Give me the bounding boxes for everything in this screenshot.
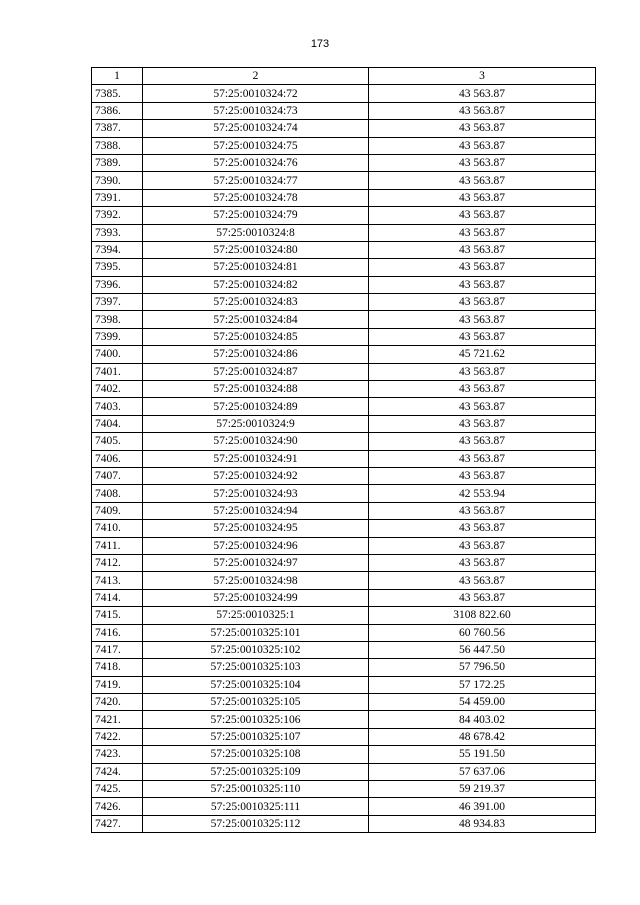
table-body <box>92 85 596 833</box>
cadastral-value: 84 403.02 <box>369 711 596 728</box>
row-number: 7409. <box>92 502 143 519</box>
table-row <box>92 728 596 745</box>
table-row <box>92 502 596 519</box>
row-number: 7400. <box>92 346 143 363</box>
cadastral-number: 57:25:0010324:87 <box>143 363 369 380</box>
table-row <box>92 607 596 624</box>
cadastral-value: 43 563.87 <box>369 102 596 119</box>
cadastral-value: 43 563.87 <box>369 294 596 311</box>
table-row <box>92 589 596 606</box>
table-row <box>92 798 596 815</box>
table-row <box>92 311 596 328</box>
cadastral-number: 57:25:0010325:109 <box>143 763 369 780</box>
table-row <box>92 815 596 832</box>
row-number: 7424. <box>92 763 143 780</box>
table-row <box>92 781 596 798</box>
cadastral-number: 57:25:0010325:108 <box>143 746 369 763</box>
cadastral-number: 57:25:0010324:75 <box>143 137 369 154</box>
row-number: 7399. <box>92 328 143 345</box>
cadastral-value: 43 563.87 <box>369 172 596 189</box>
cadastral-value: 43 563.87 <box>369 398 596 415</box>
cadastral-number: 57:25:0010325:103 <box>143 659 369 676</box>
cadastral-number: 57:25:0010324:99 <box>143 589 369 606</box>
table-row <box>92 207 596 224</box>
row-number: 7387. <box>92 120 143 137</box>
cadastral-value: 43 563.87 <box>369 363 596 380</box>
table-row <box>92 346 596 363</box>
column-header-2: 2 <box>143 68 369 85</box>
table-row <box>92 102 596 119</box>
table-row <box>92 520 596 537</box>
cadastral-value: 43 563.87 <box>369 572 596 589</box>
cadastral-value: 43 563.87 <box>369 241 596 258</box>
row-number: 7422. <box>92 728 143 745</box>
cadastral-value: 43 563.87 <box>369 259 596 276</box>
row-number: 7390. <box>92 172 143 189</box>
table-row <box>92 711 596 728</box>
row-number: 7420. <box>92 694 143 711</box>
row-number: 7423. <box>92 746 143 763</box>
cadastral-number: 57:25:0010324:79 <box>143 207 369 224</box>
cadastral-value: 56 447.50 <box>369 641 596 658</box>
table-row <box>92 189 596 206</box>
cadastral-number: 57:25:0010324:9 <box>143 415 369 432</box>
row-number: 7405. <box>92 433 143 450</box>
cadastral-value: 57 796.50 <box>369 659 596 676</box>
row-number: 7406. <box>92 450 143 467</box>
cadastral-number: 57:25:0010324:94 <box>143 502 369 519</box>
cadastral-number: 57:25:0010324:89 <box>143 398 369 415</box>
row-number: 7421. <box>92 711 143 728</box>
cadastral-number: 57:25:0010324:72 <box>143 85 369 102</box>
cadastral-number: 57:25:0010324:86 <box>143 346 369 363</box>
row-number: 7408. <box>92 485 143 502</box>
cadastral-number: 57:25:0010324:81 <box>143 259 369 276</box>
column-header-1: 1 <box>92 68 143 85</box>
cadastral-number: 57:25:0010325:105 <box>143 694 369 711</box>
row-number: 7407. <box>92 467 143 484</box>
cadastral-number: 57:25:0010324:80 <box>143 241 369 258</box>
row-number: 7394. <box>92 241 143 258</box>
cadastral-number: 57:25:0010325:1 <box>143 607 369 624</box>
cadastral-value: 48 678.42 <box>369 728 596 745</box>
cadastral-number: 57:25:0010324:82 <box>143 276 369 293</box>
cadastral-number: 57:25:0010324:73 <box>143 102 369 119</box>
page-number: 173 <box>310 38 330 50</box>
cadastral-value: 43 563.87 <box>369 311 596 328</box>
row-number: 7414. <box>92 589 143 606</box>
row-number: 7386. <box>92 102 143 119</box>
cadastral-value-table <box>91 67 596 833</box>
row-number: 7395. <box>92 259 143 276</box>
table-row <box>92 85 596 102</box>
table-row <box>92 467 596 484</box>
cadastral-value: 43 563.87 <box>369 154 596 171</box>
row-number: 7398. <box>92 311 143 328</box>
table-row <box>92 259 596 276</box>
cadastral-value: 43 563.87 <box>369 328 596 345</box>
cadastral-value: 57 172.25 <box>369 676 596 693</box>
row-number: 7393. <box>92 224 143 241</box>
table-header-row <box>92 68 596 85</box>
row-number: 7425. <box>92 781 143 798</box>
cadastral-value: 43 563.87 <box>369 381 596 398</box>
cadastral-value: 45 721.62 <box>369 346 596 363</box>
row-number: 7413. <box>92 572 143 589</box>
cadastral-value: 43 563.87 <box>369 520 596 537</box>
cadastral-value: 48 934.83 <box>369 815 596 832</box>
table-row <box>92 763 596 780</box>
cadastral-value: 59 219.37 <box>369 781 596 798</box>
table-row <box>92 659 596 676</box>
cadastral-number: 57:25:0010324:98 <box>143 572 369 589</box>
cadastral-number: 57:25:0010325:104 <box>143 676 369 693</box>
row-number: 7416. <box>92 624 143 641</box>
table-row <box>92 398 596 415</box>
cadastral-number: 57:25:0010324:74 <box>143 120 369 137</box>
cadastral-number: 57:25:0010325:106 <box>143 711 369 728</box>
cadastral-number: 57:25:0010324:91 <box>143 450 369 467</box>
table-row <box>92 363 596 380</box>
cadastral-value: 43 563.87 <box>369 224 596 241</box>
table-row <box>92 641 596 658</box>
column-header-3: 3 <box>369 68 596 85</box>
table-row <box>92 433 596 450</box>
row-number: 7391. <box>92 189 143 206</box>
table-row <box>92 624 596 641</box>
cadastral-number: 57:25:0010325:107 <box>143 728 369 745</box>
cadastral-value: 43 563.87 <box>369 537 596 554</box>
table-row <box>92 746 596 763</box>
cadastral-value: 43 563.87 <box>369 433 596 450</box>
table-row <box>92 554 596 571</box>
cadastral-number: 57:25:0010324:84 <box>143 311 369 328</box>
cadastral-value: 43 563.87 <box>369 85 596 102</box>
cadastral-number: 57:25:0010324:92 <box>143 467 369 484</box>
cadastral-number: 57:25:0010324:90 <box>143 433 369 450</box>
table-row <box>92 276 596 293</box>
cadastral-value: 43 563.87 <box>369 189 596 206</box>
table-row <box>92 120 596 137</box>
row-number: 7388. <box>92 137 143 154</box>
row-number: 7389. <box>92 154 143 171</box>
cadastral-number: 57:25:0010324:76 <box>143 154 369 171</box>
row-number: 7419. <box>92 676 143 693</box>
cadastral-number: 57:25:0010325:112 <box>143 815 369 832</box>
row-number: 7404. <box>92 415 143 432</box>
cadastral-number: 57:25:0010324:93 <box>143 485 369 502</box>
row-number: 7385. <box>92 85 143 102</box>
table-row <box>92 485 596 502</box>
cadastral-number: 57:25:0010325:110 <box>143 781 369 798</box>
row-number: 7396. <box>92 276 143 293</box>
cadastral-value: 54 459.00 <box>369 694 596 711</box>
row-number: 7426. <box>92 798 143 815</box>
row-number: 7415. <box>92 607 143 624</box>
cadastral-number: 57:25:0010325:111 <box>143 798 369 815</box>
cadastral-number: 57:25:0010324:97 <box>143 554 369 571</box>
cadastral-value: 55 191.50 <box>369 746 596 763</box>
table-row <box>92 694 596 711</box>
table-row <box>92 328 596 345</box>
row-number: 7411. <box>92 537 143 554</box>
cadastral-value: 43 563.87 <box>369 450 596 467</box>
cadastral-value: 43 563.87 <box>369 502 596 519</box>
cadastral-value: 43 563.87 <box>369 415 596 432</box>
cadastral-value: 43 563.87 <box>369 276 596 293</box>
table-row <box>92 415 596 432</box>
cadastral-number: 57:25:0010324:78 <box>143 189 369 206</box>
row-number: 7427. <box>92 815 143 832</box>
table-row <box>92 154 596 171</box>
row-number: 7403. <box>92 398 143 415</box>
row-number: 7412. <box>92 554 143 571</box>
table-row <box>92 537 596 554</box>
cadastral-number: 57:25:0010324:95 <box>143 520 369 537</box>
cadastral-value: 43 563.87 <box>369 207 596 224</box>
cadastral-number: 57:25:0010324:88 <box>143 381 369 398</box>
cadastral-value: 43 563.87 <box>369 554 596 571</box>
table-row <box>92 450 596 467</box>
row-number: 7392. <box>92 207 143 224</box>
cadastral-number: 57:25:0010324:8 <box>143 224 369 241</box>
cadastral-value: 46 391.00 <box>369 798 596 815</box>
cadastral-number: 57:25:0010324:77 <box>143 172 369 189</box>
row-number: 7402. <box>92 381 143 398</box>
cadastral-value: 43 563.87 <box>369 137 596 154</box>
table-row <box>92 676 596 693</box>
cadastral-value: 43 563.87 <box>369 120 596 137</box>
cadastral-number: 57:25:0010325:102 <box>143 641 369 658</box>
table-row <box>92 224 596 241</box>
table-row <box>92 572 596 589</box>
row-number: 7401. <box>92 363 143 380</box>
cadastral-value: 43 563.87 <box>369 589 596 606</box>
cadastral-value: 42 553.94 <box>369 485 596 502</box>
cadastral-value: 3108 822.60 <box>369 607 596 624</box>
cadastral-number: 57:25:0010324:83 <box>143 294 369 311</box>
table-row <box>92 381 596 398</box>
cadastral-value: 43 563.87 <box>369 467 596 484</box>
cadastral-value: 57 637.06 <box>369 763 596 780</box>
cadastral-number: 57:25:0010325:101 <box>143 624 369 641</box>
row-number: 7417. <box>92 641 143 658</box>
table-row <box>92 241 596 258</box>
row-number: 7410. <box>92 520 143 537</box>
table-row <box>92 137 596 154</box>
row-number: 7418. <box>92 659 143 676</box>
table-row <box>92 294 596 311</box>
table-row <box>92 172 596 189</box>
row-number: 7397. <box>92 294 143 311</box>
cadastral-number: 57:25:0010324:85 <box>143 328 369 345</box>
cadastral-number: 57:25:0010324:96 <box>143 537 369 554</box>
cadastral-value: 60 760.56 <box>369 624 596 641</box>
